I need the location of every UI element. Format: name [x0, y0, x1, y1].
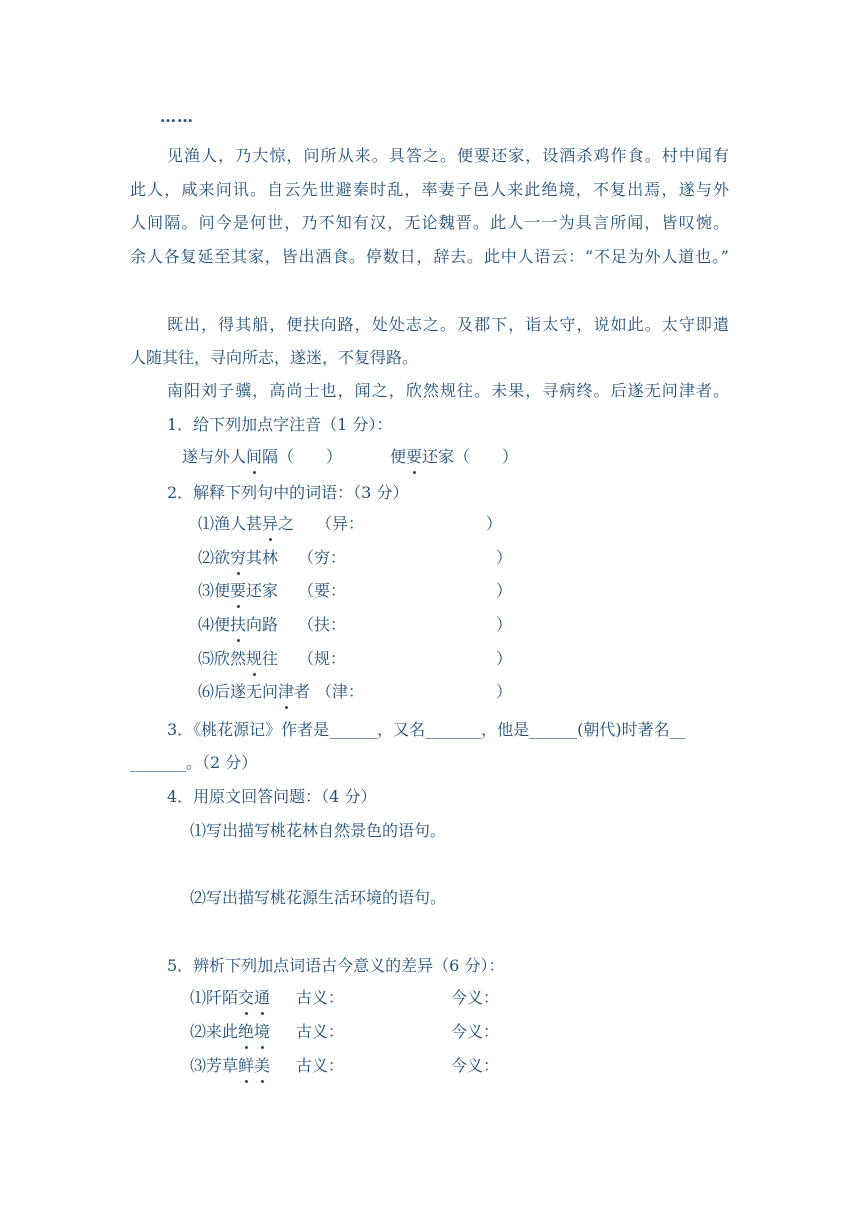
question-1-item: 遂与外人间隔（ ） [182, 447, 343, 466]
question-2-paren: （扶： [298, 615, 347, 634]
question-2-paren: （津： [316, 682, 365, 701]
dotted-char: 鲜 [238, 1056, 255, 1075]
question-5-gu: 古义： [296, 1056, 345, 1075]
question-5-gu: 古义： [296, 988, 345, 1007]
dotted-char: 穷 [230, 548, 247, 567]
dotted-char: 要 [406, 447, 423, 466]
dotted-char: 间 [246, 447, 263, 466]
passage-ellipsis: …… [160, 107, 194, 126]
question-5-item: ⑴阡陌交通 [190, 988, 271, 1007]
dotted-char: 要 [230, 581, 247, 600]
question-2-item: ⑵欲穷其林 [198, 548, 279, 567]
question-5-title: 5．辨析下列加点词语古今意义的差异（6 分）： [167, 956, 505, 975]
question-2-paren: （要： [298, 581, 347, 600]
question-2-title: 2．解释下列句中的词语：（3 分） [167, 483, 409, 502]
question-5-jin: 今义： [451, 1022, 500, 1041]
question-2-close: ） [496, 682, 513, 701]
dotted-char: 境 [254, 1022, 271, 1041]
question-2-item: ⑶便要还家 [198, 581, 279, 600]
question-5-item: ⑵来此绝境 [190, 1022, 271, 1041]
dotted-char: 津 [278, 682, 295, 701]
question-2-item: ⑴渔人甚异之 [198, 514, 295, 533]
passage-line: 人随其往，寻向所志，遂迷，不复得路。 [130, 348, 419, 367]
dotted-char: 异 [262, 514, 279, 533]
question-5-jin: 今义： [451, 1056, 500, 1075]
passage-line: 余人各复延至其家，皆出酒食。停数日，辞去。此中人语云：“不足为外人道也。” [130, 247, 729, 266]
question-2-close: ） [486, 514, 503, 533]
passage-line: 南阳刘子骥，高尚士也，闻之，欣然规往。未果，寻病终。后遂无问津者。 [167, 381, 729, 400]
question-5-jin: 今义： [451, 988, 500, 1007]
question-2-item: ⑸欣然规往 [198, 649, 279, 668]
dotted-char: 通 [254, 988, 271, 1007]
passage-line: 此人，咸来问讯。自云先世避秦时乱，率妻子邑人来此绝境，不复出焉，遂与外 [130, 180, 729, 199]
question-2-close: ） [496, 581, 513, 600]
dotted-char: 规 [246, 649, 263, 668]
passage-line: 见渔人，乃大惊，问所从来。具答之。便要还家，设酒杀鸡作食。村中闻有 [167, 146, 729, 165]
question-2-item: ⑹后遂无问津者 [198, 682, 311, 701]
question-3-line: 3．《桃花源记》作者是______，又名_______，他是______(朝代)时著名__ [167, 720, 686, 739]
question-1-title: 1．给下列加点字注音（1 分）： [167, 415, 393, 434]
dotted-char: 交 [238, 988, 255, 1007]
question-2-close: ） [496, 649, 513, 668]
question-3-line: _______。（2 分） [130, 753, 258, 772]
dotted-char: 扶 [230, 615, 247, 634]
passage-line: 既出，得其船，便扶向路，处处志之。及郡下，诣太守，说如此。太守即遣 [167, 315, 729, 334]
dotted-char: 美 [254, 1056, 271, 1075]
question-2-paren: （穷： [298, 548, 347, 567]
question-2-item: ⑷便扶向路 [198, 615, 279, 634]
passage-line: 人间隔。问今是何世，乃不知有汉，无论魏晋。此人一一为具言所闻，皆叹惋。 [130, 213, 729, 232]
question-4-title: 4．用原文回答问题：（4 分） [167, 787, 377, 806]
question-2-close: ） [496, 615, 513, 634]
question-4-sub: ⑴写出描写桃花林自然景色的语句。 [190, 821, 447, 840]
question-2-close: ） [496, 548, 513, 567]
question-5-item: ⑶芳草鲜美 [190, 1056, 271, 1075]
question-5-gu: 古义： [296, 1022, 345, 1041]
dotted-char: 绝 [238, 1022, 255, 1041]
question-2-paren: （异： [316, 514, 365, 533]
question-2-paren: （规： [298, 649, 347, 668]
question-1-item: 便要还家（ ） [390, 447, 519, 466]
question-4-sub: ⑵写出描写桃花源生活环境的语句。 [190, 888, 447, 907]
